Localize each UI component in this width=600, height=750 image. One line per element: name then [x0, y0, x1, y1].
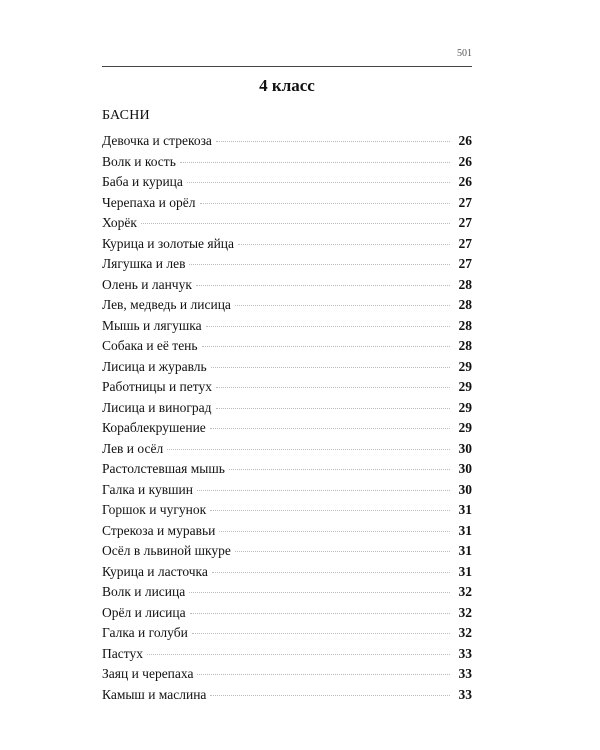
toc-entry-title: Лев и осёл — [102, 440, 164, 456]
page-number: 501 — [457, 48, 472, 59]
toc-entry-page: 27 — [458, 256, 472, 272]
dot-leader — [180, 162, 450, 163]
toc-entry-page: 29 — [458, 379, 472, 395]
toc-entry — [102, 603, 472, 624]
toc-entry — [102, 500, 472, 521]
dot-leader — [189, 264, 450, 265]
dot-leader — [192, 633, 450, 634]
toc-entry — [102, 623, 472, 644]
toc-entry-page: 27 — [458, 194, 472, 210]
toc-entry-page: 26 — [458, 174, 472, 190]
dot-leader — [216, 387, 450, 388]
dot-leader — [229, 469, 450, 470]
toc-entry-page: 28 — [458, 276, 472, 292]
toc-entry-title: Лисица и виноград — [102, 399, 212, 415]
toc-entry-page: 32 — [458, 604, 472, 620]
toc-entry — [102, 336, 472, 357]
toc-entry — [102, 377, 472, 398]
toc-entry — [102, 254, 472, 275]
toc-entry — [102, 275, 472, 296]
toc-entry — [102, 398, 472, 419]
toc-entry-page: 30 — [458, 461, 472, 477]
toc-entry-title: Курица и золотые яйца — [102, 235, 235, 251]
toc-entry — [102, 213, 472, 234]
toc-entry-title: Растолстевшая мышь — [102, 461, 225, 477]
dot-leader — [235, 305, 450, 306]
dot-leader — [187, 182, 450, 183]
toc-entry-title: Волк и лисица — [102, 584, 186, 600]
toc-entry-page: 28 — [458, 297, 472, 313]
dot-leader — [219, 531, 450, 532]
toc-entry-page: 28 — [458, 338, 472, 354]
toc-entry-title: Баба и курица — [102, 174, 183, 190]
table-of-contents — [102, 131, 472, 705]
toc-entry — [102, 685, 472, 706]
dot-leader — [147, 654, 450, 655]
toc-entry-title: Собака и её тень — [102, 338, 198, 354]
toc-entry-title: Работницы и петух — [102, 379, 212, 395]
toc-entry-title: Камыш и маслина — [102, 686, 207, 702]
toc-entry-title: Осёл в львиной шкуре — [102, 543, 231, 559]
toc-entry — [102, 234, 472, 255]
dot-leader — [216, 141, 450, 142]
toc-entry — [102, 172, 472, 193]
toc-entry-title: Мышь и лягушка — [102, 317, 202, 333]
toc-entry-page: 29 — [458, 420, 472, 436]
toc-entry-title: Лягушка и лев — [102, 256, 186, 272]
toc-entry — [102, 480, 472, 501]
toc-entry-page: 30 — [458, 481, 472, 497]
toc-entry-page: 31 — [458, 543, 472, 559]
toc-entry — [102, 582, 472, 603]
toc-entry-page: 27 — [458, 235, 472, 251]
toc-entry-page: 32 — [458, 625, 472, 641]
toc-entry — [102, 644, 472, 665]
toc-entry-title: Девочка и стрекоза — [102, 133, 212, 148]
toc-entry-title: Олень и ланчук — [102, 276, 192, 292]
toc-entry-title: Черепаха и орёл — [102, 194, 196, 210]
toc-entry — [102, 439, 472, 460]
dot-leader — [197, 490, 450, 491]
dot-leader — [190, 613, 450, 614]
toc-entry-page: 28 — [458, 317, 472, 333]
toc-entry-page: 31 — [458, 522, 472, 538]
toc-entry — [102, 664, 472, 685]
toc-entry — [102, 131, 472, 152]
toc-entry-title: Заяц и черепаха — [102, 666, 194, 682]
toc-entry-title: Курица и ласточка — [102, 563, 208, 579]
toc-entry — [102, 193, 472, 214]
toc-entry-page: 32 — [458, 584, 472, 600]
dot-leader — [210, 510, 450, 511]
toc-entry-page: 33 — [458, 645, 472, 661]
toc-entry-title: Кораблекрушение — [102, 420, 206, 436]
dot-leader — [197, 674, 450, 675]
dot-leader — [210, 428, 450, 429]
toc-entry-page: 31 — [458, 502, 472, 518]
toc-entry-title: Волк и кость — [102, 153, 176, 169]
toc-entry-page: 30 — [458, 440, 472, 456]
toc-entry-page: 29 — [458, 399, 472, 415]
dot-leader — [167, 449, 450, 450]
toc-entry-title: Хорёк — [102, 215, 137, 231]
toc-entry — [102, 418, 472, 439]
toc-entry-page: 33 — [458, 666, 472, 682]
grade-title: 4 класс — [259, 76, 315, 95]
dot-leader — [211, 367, 450, 368]
toc-entry — [102, 562, 472, 583]
toc-entry — [102, 152, 472, 173]
dot-leader — [238, 244, 450, 245]
toc-entry — [102, 316, 472, 337]
toc-entry-page: 26 — [458, 133, 472, 148]
toc-entry — [102, 521, 472, 542]
header-rule — [102, 66, 472, 67]
dot-leader — [200, 203, 451, 204]
toc-entry-title: Пастух — [102, 645, 143, 661]
toc-entry — [102, 357, 472, 378]
dot-leader — [212, 572, 450, 573]
toc-entry-title: Галка и голуби — [102, 625, 188, 641]
dot-leader — [189, 592, 450, 593]
toc-entry-page: 27 — [458, 215, 472, 231]
dot-leader — [141, 223, 450, 224]
toc-entry-page: 26 — [458, 153, 472, 169]
dot-leader — [202, 346, 450, 347]
dot-leader — [216, 408, 450, 409]
toc-entry-page: 29 — [458, 358, 472, 374]
toc-entry-title: Орёл и лисица — [102, 604, 186, 620]
dot-leader — [196, 285, 450, 286]
toc-entry-title: Лев, медведь и лисица — [102, 297, 231, 313]
toc-entry-page: 31 — [458, 563, 472, 579]
dot-leader — [210, 695, 450, 696]
dot-leader — [235, 551, 450, 552]
toc-entry — [102, 541, 472, 562]
toc-entry-title: Горшок и чугунок — [102, 502, 207, 518]
toc-entry — [102, 459, 472, 480]
toc-entry-title: Лисица и журавль — [102, 358, 207, 374]
dot-leader — [206, 326, 450, 327]
toc-entry-title: Стрекоза и муравьи — [102, 522, 216, 538]
toc-entry-page: 33 — [458, 686, 472, 702]
section-heading: БАСНИ — [102, 108, 150, 123]
toc-entry-title: Галка и кувшин — [102, 481, 193, 497]
toc-entry — [102, 295, 472, 316]
